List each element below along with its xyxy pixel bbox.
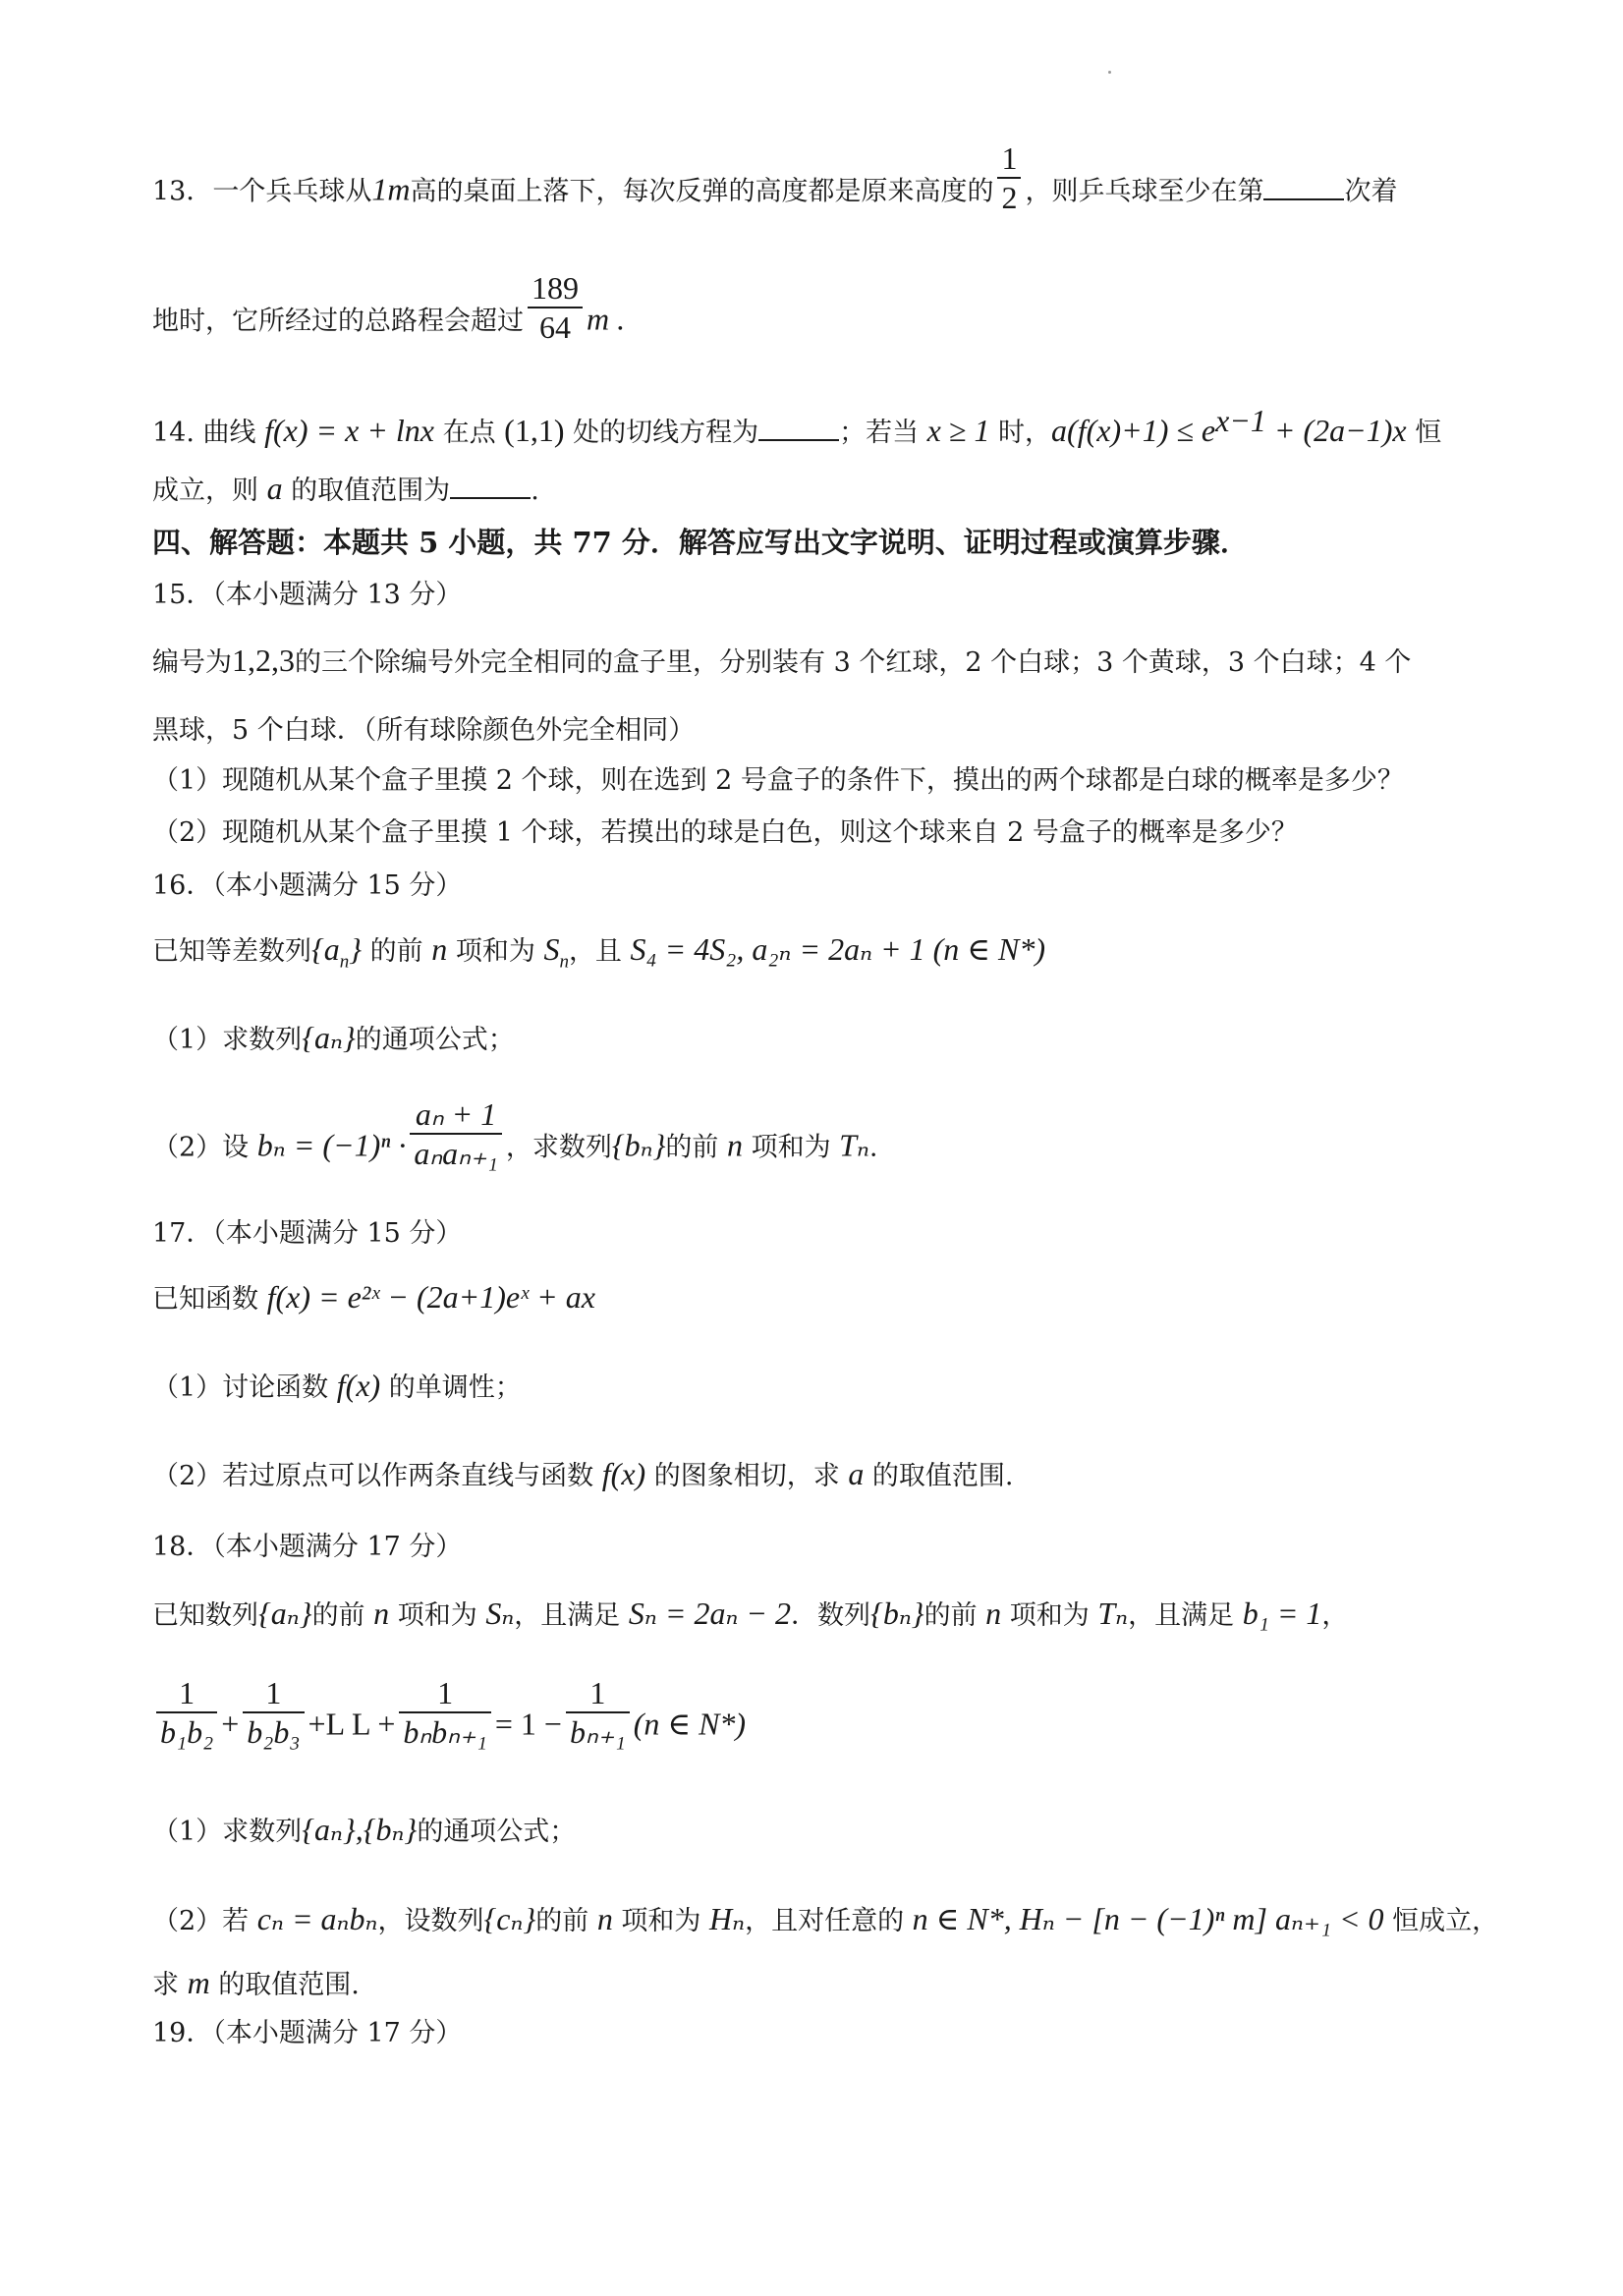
- q16-S: S: [543, 931, 560, 967]
- q13-height: 1m: [371, 171, 411, 207]
- q16-bn-formula: bₙ = (−1)ⁿ ·: [256, 1127, 407, 1163]
- q17-fx: f(x): [336, 1368, 381, 1403]
- q16-text: 的前: [362, 936, 432, 967]
- q14-line1: [152, 401, 1485, 453]
- q15-text: 的三个除编号外完全相同的盒子里，分别装有 3 个红球，2 个白球；3 个黄球，3 个白球；4 个: [295, 647, 1412, 678]
- q17-part1: [152, 1366, 1485, 1408]
- q18-seq-a: {aₙ}: [258, 1596, 312, 1631]
- q16-n: n: [431, 931, 448, 967]
- q13-text: 13．一个兵乓球从: [152, 176, 372, 207]
- q18-text: ．数列: [791, 1600, 871, 1631]
- scan-mark: [1108, 71, 1111, 74]
- q16-sum: [543, 931, 569, 973]
- q13-ratio-fraction: $\frac{1}{2}$: [997, 140, 1021, 216]
- q18-text: 已知数列: [152, 1600, 258, 1631]
- q18-text: 项和为: [612, 1906, 709, 1936]
- q16-text: ，求数列: [505, 1132, 612, 1163]
- q14-text: 处的切线方程为: [564, 418, 759, 448]
- q16-seq-a: {a: [311, 931, 340, 967]
- q18-n: n: [373, 1596, 390, 1631]
- q14-function: f(x) = x + lnx: [264, 413, 434, 448]
- q16-part2: [152, 1096, 1485, 1172]
- q18-Sn: Sₙ: [485, 1596, 515, 1631]
- q15-line2: 黑球，5 个白球．（所有球除颜色外完全相同）: [152, 715, 696, 746]
- q18-ellipsis: +L L +: [308, 1706, 396, 1742]
- q18-condition: n ∈ N*, Hₙ − [n − (−1)ⁿ m] aₙ₊₁ < 0: [912, 1901, 1384, 1936]
- q18-text: ，且对任意的: [745, 1906, 913, 1936]
- q14-text: 时，: [989, 418, 1052, 448]
- q16-text: （1）求数列: [152, 1025, 303, 1055]
- q17-function: f(x) = e²ˣ − (2a+1)eˣ + ax: [266, 1279, 595, 1315]
- q13-line2: [152, 270, 1485, 346]
- q15-part2: （2）现随机从某个盒子里摸 1 个球，若摸出的球是白色，则这个球来自 2 号盒子的概率是多少？: [152, 817, 1298, 848]
- q15-box-numbers: 1,2,3: [232, 643, 295, 678]
- q14-text: 的取值范围为: [282, 476, 451, 506]
- q16-bn-fraction: $\frac{\text{aₙ + 1}}{\text{aₙaₙ₊₁}}$: [410, 1095, 502, 1172]
- q18-part2: [152, 1899, 1499, 1941]
- q15-header: 15．（本小题满分 13 分）: [152, 580, 463, 610]
- q18-frac-3: $\frac{1}{\text{bₙbₙ₊₁}}$: [399, 1674, 491, 1751]
- q17-variable: a: [848, 1456, 865, 1491]
- q18-plus: +: [221, 1706, 240, 1742]
- q16-text: 项和为: [447, 936, 544, 967]
- q18-text: 恒成立，: [1383, 1906, 1499, 1936]
- q16-text: .: [868, 1132, 878, 1163]
- q17-text: 的图象相切，求: [645, 1461, 849, 1491]
- q13-text: 次着: [1344, 176, 1398, 207]
- q14-exponent: x−1: [1215, 403, 1266, 438]
- q18-text: 求: [152, 1970, 188, 2000]
- q18-frac-4: $\frac{1}{\text{bₙ₊₁}}$: [566, 1674, 630, 1751]
- q16-subscript: n: [559, 951, 569, 973]
- q18-part2-line2: [152, 1963, 1485, 2005]
- q14-condition: x ≥ 1: [926, 413, 990, 448]
- q18-equals: = 1 −: [494, 1706, 562, 1742]
- q18-text: 的前: [535, 1906, 597, 1936]
- q16-text: ，且: [568, 936, 631, 967]
- q18-frac-2: $\frac{1}{\text{b₂b₃}}$: [243, 1674, 304, 1751]
- q14-line2: [152, 469, 1485, 511]
- q18-n: n: [596, 1901, 613, 1936]
- q17-fx: f(x): [601, 1456, 646, 1491]
- q14-text: 14. 曲线: [152, 418, 265, 448]
- q18-text: ，且满足: [1128, 1600, 1243, 1631]
- q18-part1: [152, 1810, 1485, 1852]
- q14-text: .: [531, 476, 539, 506]
- q18-b1: b₁ = 1: [1242, 1596, 1322, 1631]
- q16-header: 16．（本小题满分 15 分）: [152, 870, 463, 901]
- q16-part1: [152, 1018, 1485, 1060]
- q14-point: (1,1): [504, 413, 565, 448]
- q18-Tn: Tₙ: [1097, 1596, 1129, 1631]
- q18-text: 的通项公式；: [417, 1817, 577, 1847]
- q18-line1: [152, 1594, 1485, 1636]
- q16-text: 的通项公式；: [355, 1025, 515, 1055]
- q18-n: n: [985, 1596, 1002, 1631]
- q13-text: ，则乒乓球至少在第: [1025, 176, 1264, 207]
- q14-text: 成立，则: [152, 476, 267, 506]
- q18-text: 的前: [311, 1600, 374, 1631]
- q18-frac-1: $\frac{1}{\text{b₁b₂}}$: [156, 1674, 217, 1751]
- q18-seq-b: {bₙ}: [870, 1596, 924, 1631]
- q14-text: ；若当: [839, 418, 927, 448]
- q14-answer-blank-1[interactable]: [758, 416, 839, 441]
- q13-distance-fraction: $\frac{189}{64}$: [528, 269, 583, 346]
- q13-text: 地时，它所经过的总路程会超过: [152, 306, 524, 337]
- q15-text: 编号为: [152, 647, 232, 678]
- q13-line1: [152, 140, 1485, 216]
- q18-text: ，: [1321, 1600, 1349, 1631]
- q18-text: （2）若: [152, 1906, 257, 1936]
- section-heading: 四、解答题：本题共 5 小题，共 77 分．解答应写出文字说明、证明过程或演算步骤．: [152, 526, 1249, 559]
- q17-text: 已知函数: [152, 1284, 267, 1315]
- q16-sequence: {bₙ}: [611, 1127, 666, 1163]
- q18-text: 的前: [923, 1600, 986, 1631]
- q18-sequences: {aₙ},{bₙ}: [302, 1812, 418, 1847]
- q17-text: （1）讨论函数: [152, 1372, 337, 1403]
- q18-text: 的取值范围.: [209, 1970, 360, 2000]
- q18-Hn: Hₙ: [709, 1901, 746, 1936]
- q18-text: ，且满足: [514, 1600, 629, 1631]
- q17-text: 的取值范围.: [864, 1461, 1014, 1491]
- q18-variable: m: [187, 1965, 210, 2000]
- q16-sequence: $\{a_n\}$: [311, 931, 363, 973]
- q16-line1: [152, 929, 1485, 981]
- q18-header: 18．（本小题满分 17 分）: [152, 1532, 463, 1562]
- q19-header: 19．（本小题满分 17 分）: [152, 2018, 463, 2048]
- q16-text: （2）设: [152, 1132, 257, 1163]
- q14-text: 恒: [1406, 418, 1442, 448]
- q13-answer-blank[interactable]: [1263, 175, 1344, 200]
- q16-subscript: n: [339, 951, 350, 973]
- q18-condition: Sₙ = 2aₙ − 2: [628, 1596, 792, 1631]
- q14-text: 在点: [434, 418, 505, 448]
- q18-text: 项和为: [389, 1600, 486, 1631]
- q17-text: （2）若过原点可以作两条直线与函数: [152, 1461, 602, 1491]
- q16-text: 项和为: [742, 1132, 840, 1163]
- q15-line1: [152, 641, 1485, 683]
- q13-unit: m .: [587, 301, 626, 337]
- q16-n: n: [726, 1127, 743, 1163]
- q18-text: （1）求数列: [152, 1817, 303, 1847]
- q16-text: 的前: [665, 1132, 727, 1163]
- q14-variable: a: [266, 471, 283, 506]
- q14-inequality: a(f(x)+1) ≤ e: [1051, 413, 1216, 448]
- q17-part2: [152, 1454, 1485, 1496]
- q14-answer-blank-2[interactable]: [450, 474, 531, 499]
- q16-text: 已知等差数列: [152, 936, 311, 967]
- q17-header: 17．（本小题满分 15 分）: [152, 1218, 463, 1249]
- q18-cn: cₙ = aₙbₙ: [256, 1901, 378, 1936]
- q18-domain: (n ∈ N*): [633, 1706, 747, 1742]
- q18-text: 项和为: [1001, 1600, 1098, 1631]
- q14-inequality-tail: + (2a−1)x: [1265, 413, 1407, 448]
- q18-text: ，设数列: [377, 1906, 484, 1936]
- q18-line2: [152, 1675, 1485, 1751]
- q16-condition: S₄ = 4S₂, a₂ₙ = 2aₙ + 1 (n ∈ N*): [630, 931, 1045, 967]
- q17-text: 的单调性；: [380, 1372, 522, 1403]
- q16-Tn: Tₙ: [839, 1127, 869, 1163]
- q17-line1: [152, 1277, 1485, 1319]
- q16-sequence: {aₙ}: [302, 1020, 356, 1055]
- q18-seq-c: {cₙ}: [483, 1901, 536, 1936]
- q13-text: 高的桌面上落下，每次反弹的高度都是原来高度的: [410, 176, 994, 207]
- q15-part1: （1）现随机从某个盒子里摸 2 个球，则在选到 2 号盒子的条件下，摸出的两个球都是白球的概率是多少？: [152, 765, 1404, 796]
